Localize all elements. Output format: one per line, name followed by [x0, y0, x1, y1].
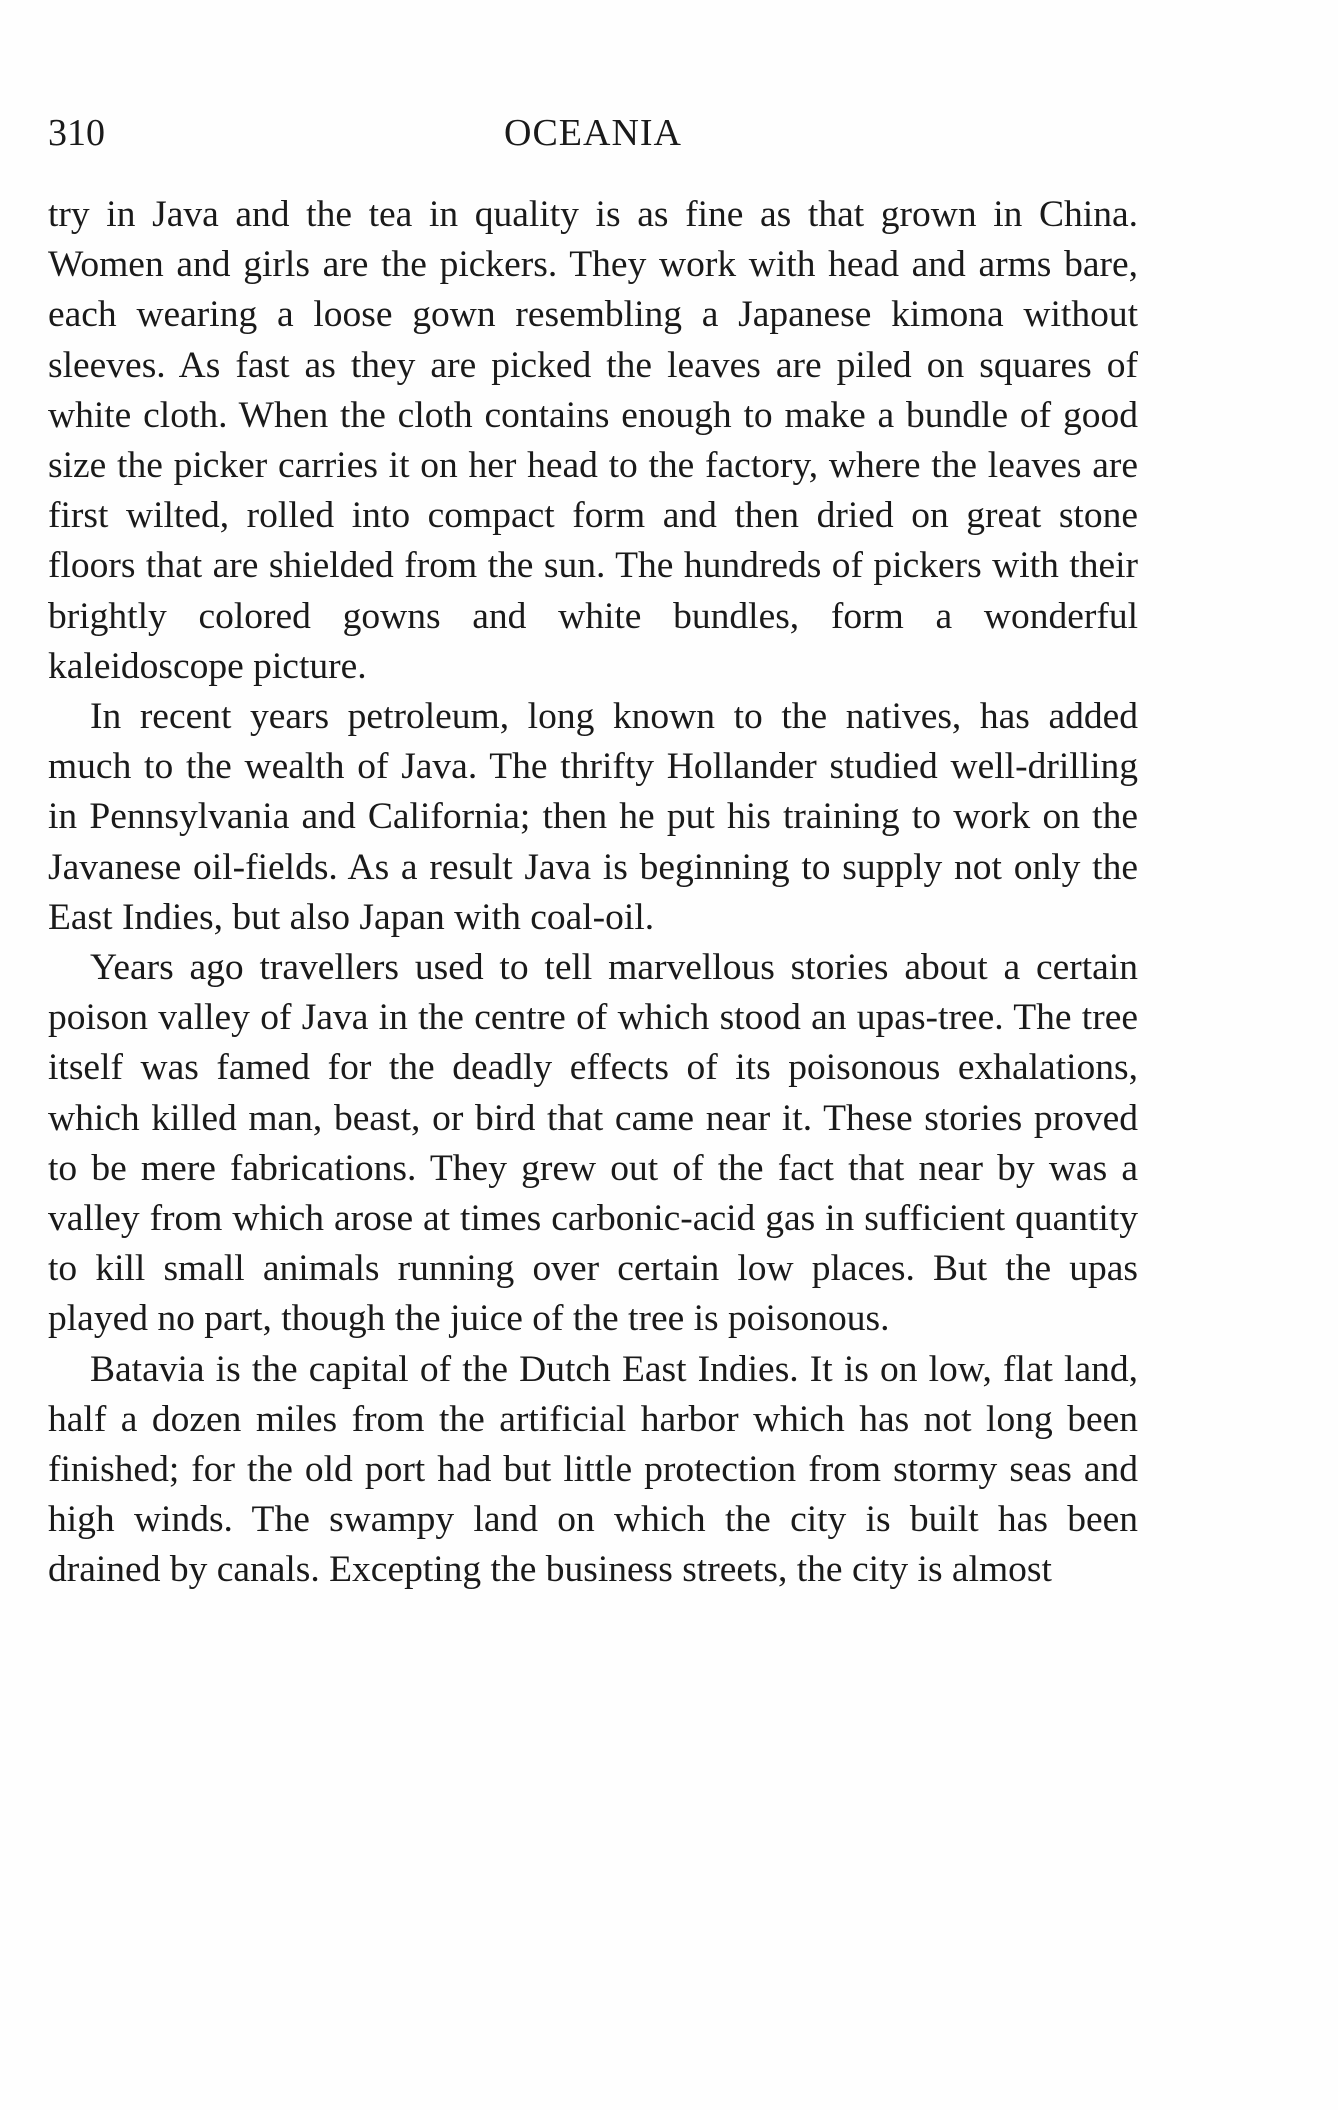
- page-header: [48, 108, 1138, 158]
- body-text: [48, 190, 1138, 1596]
- running-title: OCEANIA: [504, 112, 682, 154]
- paragraph-batavia: Batavia is the capital of the Dutch East Indies. It is on low, flat land, half a dozen miles from the artificial harbor which has not long been finished; for the old port had but little protection from stormy seas and high winds. The swampy land on which the city is built has been drained by canals. Excepting the business streets, the city is almost: [48, 1348, 1138, 1591]
- paragraph-tea-picking: try in Java and the tea in quality is as fine as that grown in China. Women and girls are the pickers. They work with head and arms bare, each wearing a loose gown resembling a Japanese kimona without sleeves. As fast as they are picked the leaves are piled on squares of white cloth. When the cloth contains enough to make a bundle of good size the picker carries it on her head to the factory, where the leaves are first wilted, rolled into compact form and then dried on great stone floors that are shielded from the sun. The hundreds of pickers with their brightly colored gowns and white bundles, form a wonderful kaleidoscope picture.: [48, 194, 1138, 687]
- paragraph-petroleum: In recent years petroleum, long known to the natives, has added much to the wealth of Java. The thrifty Hollander studied well-drilling in Pennsylvania and California; then he put his training to work on the Javanese oil-fields. As a result Java is beginning to supply not only the East Indies, but also Japan with coal-oil.: [48, 696, 1138, 938]
- paragraph-upas-tree: Years ago travellers used to tell marvellous stories about a certain poison valley of Java in the centre of which stood an upas-tree. The tree itself was famed for the deadly effects of its poisonous exhalations, which killed man, beast, or bird that came near it. These stories proved to be mere fabrications. They grew out of the fact that near by was a valley from which arose at times carbonic-acid gas in sufficient quantity to kill small animals running over certain low places. But the upas played no part, though the juice of the tree is poisonous.: [48, 947, 1138, 1340]
- page-number: 310: [48, 112, 105, 154]
